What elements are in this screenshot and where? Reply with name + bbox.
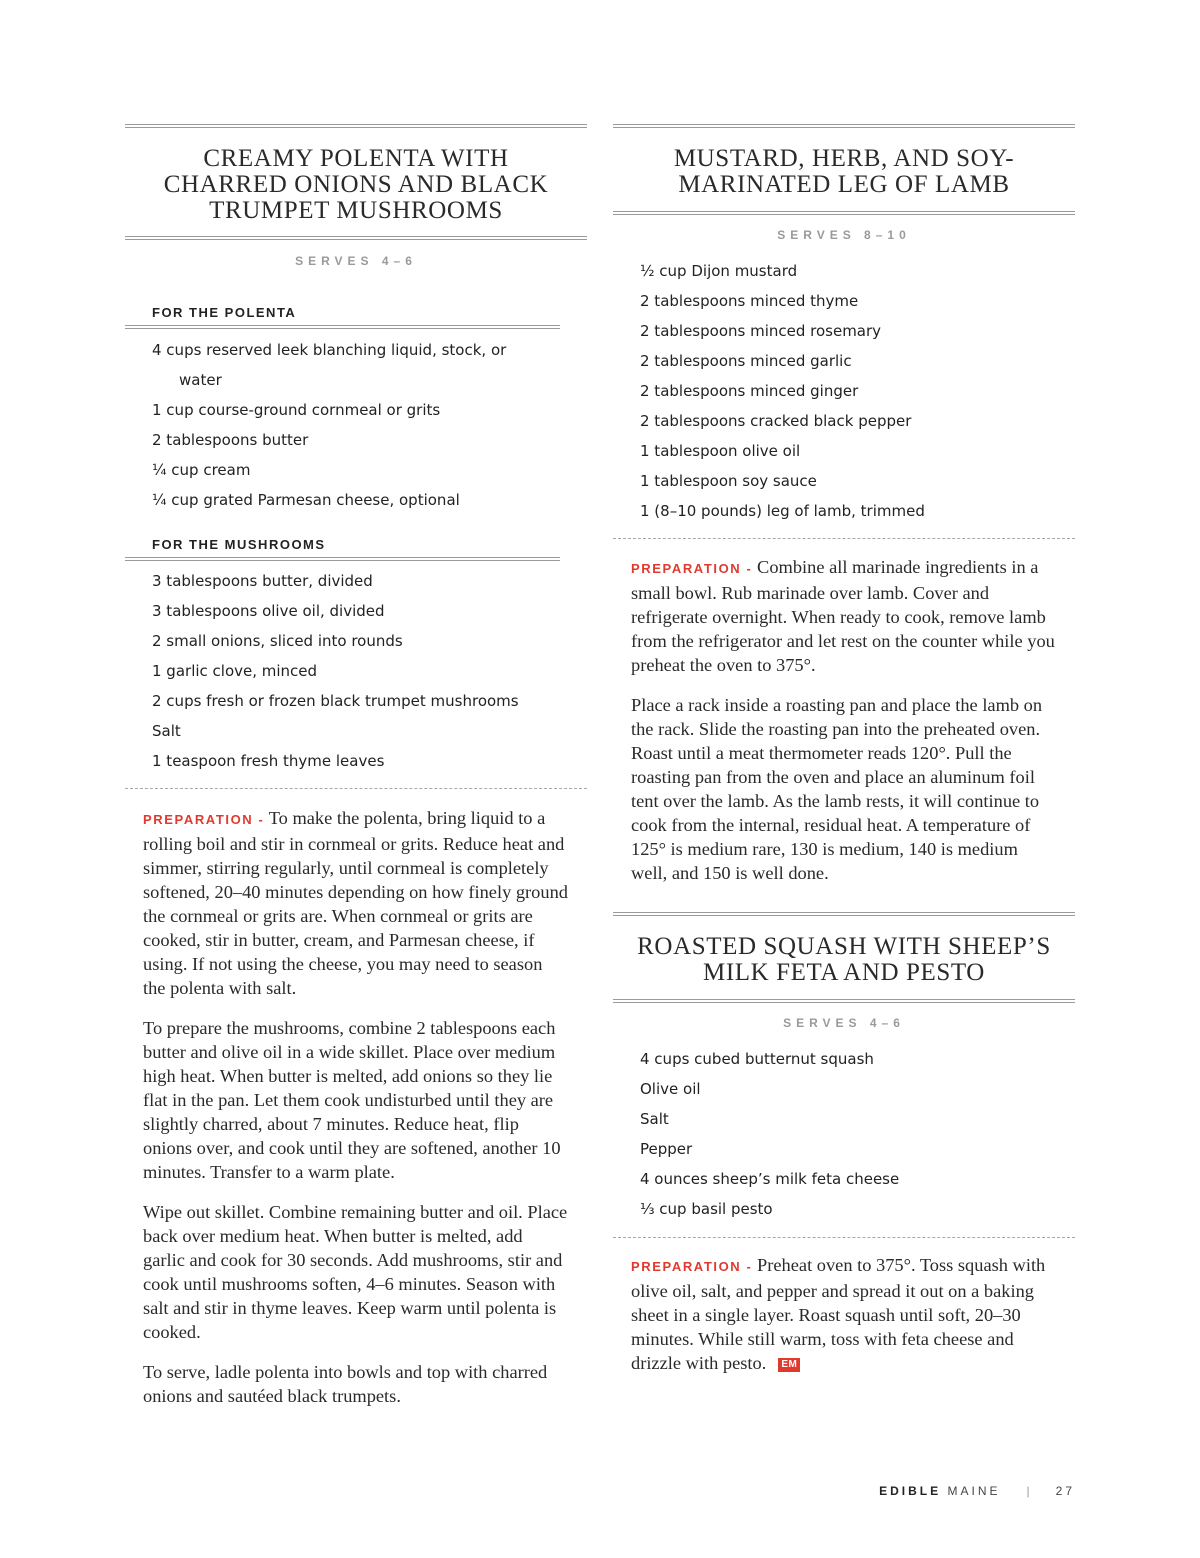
lamb-ingredient-list bbox=[640, 256, 925, 526]
list-item: 1 cup course-ground cornmeal or grits bbox=[152, 401, 441, 419]
title-line: CHARRED ONIONS AND BLACK bbox=[163, 171, 549, 198]
list-item-continuation: water bbox=[179, 371, 222, 389]
prep-paragraph bbox=[631, 1253, 1056, 1375]
list-item bbox=[152, 365, 506, 395]
list-item: ⅓ cup basil pesto bbox=[640, 1200, 773, 1218]
list-item: ¼ cup cream bbox=[152, 461, 251, 479]
preparation-text bbox=[631, 555, 1056, 901]
title-rule-bottom bbox=[125, 236, 587, 237]
prep-paragraph bbox=[631, 555, 1056, 677]
section-rule bbox=[125, 557, 560, 558]
list-item: 4 cups reserved leek blanching liquid, stock, or bbox=[152, 341, 507, 359]
mushrooms-heading: FOR THE MUSHROOMS bbox=[152, 537, 326, 552]
list-item: 1 (8–10 pounds) leg of lamb, trimmed bbox=[640, 502, 925, 520]
prep-paragraph bbox=[143, 806, 568, 1000]
prep-paragraph: Wipe out skillet. Combine remaining butter and oil. Place back over medium heat. When butter is melted, add garlic and cook for 30 seconds. Add mushrooms, stir and cook until mushrooms soften, 4–6 minutes. Season with salt and stir in thyme leaves. Keep warm until polenta is cooked. bbox=[143, 1202, 568, 1342]
prep-paragraph: Place a rack inside a roasting pan and place the lamb on the rack. Slide the roasting pan into the preheated oven. Roast until a meat thermometer reads 120°. Pull the roasting pan from the oven and place an aluminum foil tent over the lamb. As the lamb rests, it will continue to cook from the internal, residual heat. A temperature of 125° is medium rare, 130 is medium, 140 is medium well, and 150 is well done. bbox=[631, 695, 1043, 883]
dashed-divider bbox=[613, 1237, 1075, 1238]
title-rule-bottom bbox=[613, 999, 1075, 1000]
list-item: 4 cups cubed butternut squash bbox=[640, 1050, 874, 1068]
list-item: 2 cups fresh or frozen black trumpet mushrooms bbox=[152, 692, 519, 710]
preparation-text bbox=[631, 1253, 1056, 1391]
polenta-heading: FOR THE POLENTA bbox=[152, 305, 297, 320]
list-item: 2 small onions, sliced into rounds bbox=[152, 632, 403, 650]
title-rule-top bbox=[613, 124, 1075, 125]
list-item: Pepper bbox=[640, 1140, 693, 1158]
list-item: 3 tablespoons butter, divided bbox=[152, 572, 373, 590]
title-rule-bottom bbox=[613, 211, 1075, 212]
list-item: Salt bbox=[640, 1110, 669, 1128]
section-rule bbox=[125, 325, 560, 326]
footer-brand: EDIBLE bbox=[879, 1484, 942, 1498]
squash-ingredient-list bbox=[640, 1044, 899, 1224]
list-item: 2 tablespoons cracked black pepper bbox=[640, 412, 912, 430]
serves-label: SERVES 4–6 bbox=[295, 254, 417, 268]
prep-paragraph: To prepare the mushrooms, combine 2 tablespoons each butter and olive oil in a wide skillet. Place over medium high heat. When butter is melted, add onions so they lie flat in the pan. Let them cook undisturbed until they are slightly charred, about 7 minutes. Reduce heat, flip onions over, and cook until they are softened, another 10 minutes. Transfer to a warm plate. bbox=[143, 1018, 561, 1182]
title-line: TRUMPET MUSHROOMS bbox=[209, 197, 503, 224]
list-item: Salt bbox=[152, 722, 181, 740]
serves-label: SERVES 8–10 bbox=[777, 228, 911, 242]
list-item: Olive oil bbox=[640, 1080, 701, 1098]
recipe-title bbox=[125, 146, 587, 224]
prep-label: PREPARATION - bbox=[631, 1259, 753, 1274]
list-item: 2 tablespoons minced ginger bbox=[640, 382, 859, 400]
preparation-text bbox=[143, 806, 568, 1424]
polenta-ingredient-list bbox=[152, 335, 506, 515]
title-line: CREAMY POLENTA WITH bbox=[203, 145, 509, 172]
dashed-divider bbox=[125, 788, 587, 789]
prep-paragraph: To serve, ladle polenta into bowls and top with charred onions and sautéed black trumpets. bbox=[143, 1362, 548, 1406]
list-item: 2 tablespoons minced rosemary bbox=[640, 322, 882, 340]
dashed-divider bbox=[613, 538, 1075, 539]
list-item: 2 tablespoons butter bbox=[152, 431, 309, 449]
prep-body: To make the polenta, bring liquid to a rolling boil and stir in cornmeal or grits. Reduce heat and simmer, stirring regularly, until cornmeal is completely softened, 20–40 minutes depending on how finely ground the cornmeal or grits are. When cornmeal or grits are cooked, stir in butter, cream, and Parmesan cheese, if using. If not using the cheese, you may need to season the polenta with salt. bbox=[143, 808, 568, 998]
prep-body: Preheat oven to 375°. Toss squash with olive oil, salt, and pepper and spread it out on a baking sheet in a single layer. Roast squash until soft, 20–30 minutes. While still warm, toss with feta cheese and drizzle with pesto. bbox=[631, 1255, 1046, 1373]
title-line: MUSTARD, HERB, AND SOY- bbox=[673, 145, 1015, 172]
title-line: ROASTED SQUASH WITH SHEEP’S bbox=[637, 933, 1051, 960]
title-rule-top bbox=[613, 912, 1075, 913]
title-line: MARINATED LEG OF LAMB bbox=[678, 171, 1010, 198]
title-rule-top bbox=[125, 124, 587, 125]
title-line: MILK FETA AND PESTO bbox=[703, 959, 985, 986]
page-footer bbox=[879, 1484, 1075, 1498]
list-item: 2 tablespoons minced garlic bbox=[640, 352, 852, 370]
page-number: 27 bbox=[1055, 1484, 1075, 1498]
recipe-title bbox=[613, 934, 1075, 986]
list-item: 2 tablespoons minced thyme bbox=[640, 292, 859, 310]
list-item: ½ cup Dijon mustard bbox=[640, 262, 798, 280]
list-item: 1 tablespoon olive oil bbox=[640, 442, 801, 460]
recipe-title bbox=[613, 146, 1075, 198]
mushroom-ingredient-list bbox=[152, 566, 519, 776]
edible-maine-logo-icon: EM bbox=[778, 1358, 800, 1372]
list-item: ¼ cup grated Parmesan cheese, optional bbox=[152, 491, 460, 509]
list-item: 1 teaspoon fresh thyme leaves bbox=[152, 752, 385, 770]
footer-magazine: MAINE bbox=[947, 1484, 1001, 1498]
list-item: 4 ounces sheep’s milk feta cheese bbox=[640, 1170, 900, 1188]
list-item: 1 tablespoon soy sauce bbox=[640, 472, 817, 490]
prep-label: PREPARATION - bbox=[143, 812, 265, 827]
prep-label: PREPARATION - bbox=[631, 561, 753, 576]
prep-body: Combine all marinade ingredients in a small bowl. Rub marinade over lamb. Cover and refrigerate overnight. When ready to cook, remove lamb from the refrigerator and let rest on the counter while you preheat the oven to 375°. bbox=[631, 557, 1055, 675]
footer-separator: | bbox=[1026, 1484, 1030, 1498]
list-item: 1 garlic clove, minced bbox=[152, 662, 318, 680]
serves-label: SERVES 4–6 bbox=[783, 1016, 905, 1030]
list-item: 3 tablespoons olive oil, divided bbox=[152, 602, 385, 620]
